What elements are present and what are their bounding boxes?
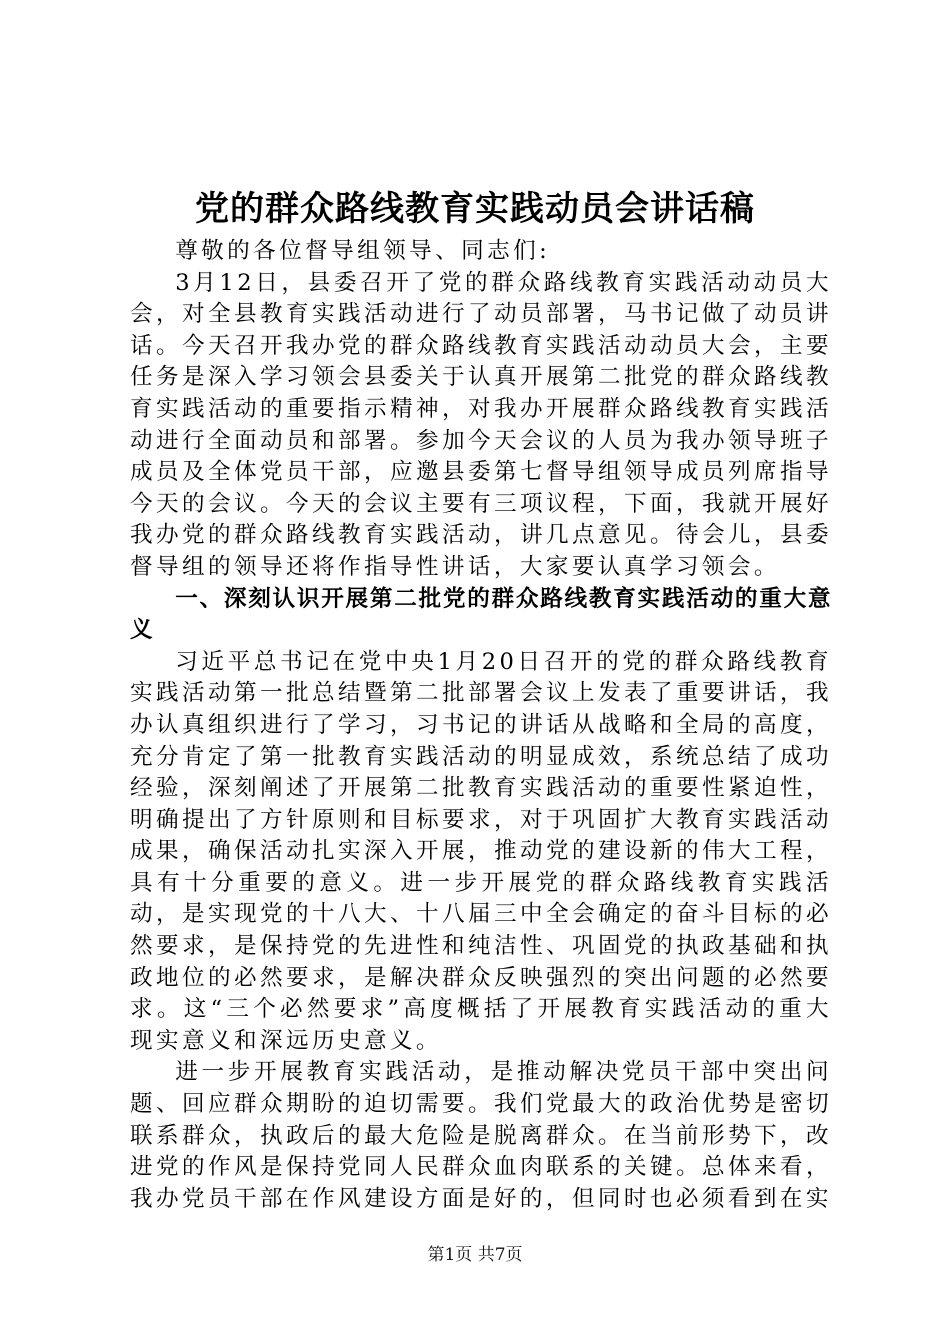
- intro-paragraph: 3月12日，县委召开了党的群众路线教育实践活动动员大会，对全县教育实践活动进行了动员部署，马书记做了动员讲话。今天召开我办党的群众路线教育实践活动动员大会，主要任务是深入学习领会县委关于认真开展第二批党的群众路线教育实践活动的重要指示精神，对我办开展群众路线教育实践活动进行全面动员和部署。参加今天会议的人员为我办领导班子成员及全体党员干部，应邀县委第七督导组领导成员列席指导今天的会议。今天的会议主要有三项议程，下面，我就开展好我办党的群众路线教育实践活动，讲几点意见。待会儿，县委督导组的领导还将作指导性讲话，大家要认真学习领会。: [130, 269, 832, 580]
- document-body: [130, 236, 832, 1215]
- page-footer: 第1页 共7页: [427, 1245, 523, 1265]
- body-paragraph: 习近平总书记在党中央1月20日召开的党的群众路线教育实践活动第一批总结暨第二批部署会议上发表了重要讲话，我办认真组织进行了学习，习书记的讲话从战略和全局的高度，充分肯定了第一批教育实践活动的明显成效，系统总结了成功经验，深刻阐述了开展第二批教育实践活动的重要性紧迫性，明确提出了方针原则和目标要求，对于巩固扩大教育实践活动成果，确保活动扎实深入开展，推动党的建设新的伟大工程，具有十分重要的意义。进一步开展党的群众路线教育实践活动，是实现党的十八大、十八届三中全会确定的奋斗目标的必然要求，是保持党的先进性和纯洁性、巩固党的执政基础和执政地位的必然要求，是解决群众反映强烈的突出问题的必然要求。这“三个必然要求”高度概括了开展教育实践活动的重大现实意义和深远历史意义。: [130, 648, 832, 1054]
- section-heading: 一、深刻认识开展第二批党的群众路线教育实践活动的重大意义: [130, 585, 832, 644]
- body-paragraph: 进一步开展教育实践活动，是推动解决党员干部中突出问题、回应群众期盼的迫切需要。我们党最大的政治优势是密切联系群众，执政后的最大危险是脱离群众。在当前形势下，改进党的作风是保持党同人民群众血肉联系的关键。总体来看，我办党员干部在作风建设方面是好的，但同时也必须看到在实: [130, 1059, 832, 1212]
- greeting-paragraph: 尊敬的各位督导组领导、同志们:: [175, 238, 551, 264]
- document-title: 党的群众路线教育实践动员会讲话稿: [195, 189, 755, 229]
